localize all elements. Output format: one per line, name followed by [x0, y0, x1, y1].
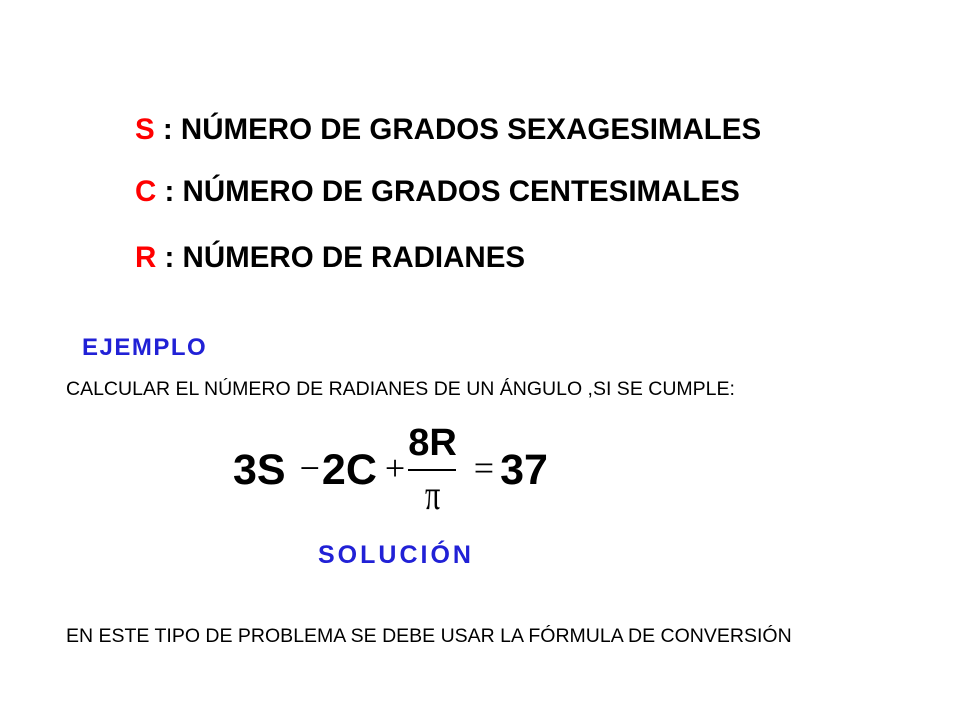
fraction	[408, 421, 457, 519]
equation-result: 37	[500, 445, 548, 494]
definition-symbol: S	[135, 113, 155, 146]
equation	[233, 420, 548, 520]
solution-heading: SOLUCIÓN	[318, 541, 474, 569]
minus-operator: −	[299, 448, 320, 488]
definition-c	[135, 177, 740, 207]
definition-symbol: C	[135, 175, 157, 208]
definition-text: : NÚMERO DE RADIANES	[164, 241, 526, 274]
definition-s	[135, 115, 761, 145]
equals-operator: =	[473, 448, 495, 488]
equation-term-3s: 3S	[233, 445, 286, 494]
equation-term-2c: 2C	[321, 445, 377, 494]
example-statement: CALCULAR EL NÚMERO DE RADIANES DE UN ÁNGULO ,SI SE CUMPLE:	[66, 378, 735, 400]
plus-operator: +	[384, 448, 406, 488]
definition-r	[135, 243, 525, 273]
solution-note: EN ESTE TIPO DE PROBLEMA SE DEBE USAR LA FÓRMULA DE CONVERSIÓN	[66, 625, 792, 647]
fraction-denominator: π	[424, 472, 441, 519]
definition-text: : NÚMERO DE GRADOS SEXAGESIMALES	[162, 113, 762, 146]
definition-text: : NÚMERO DE GRADOS CENTESIMALES	[164, 175, 740, 208]
example-heading: EJEMPLO	[82, 334, 208, 361]
definition-symbol: R	[135, 241, 157, 274]
fraction-numerator: 8R	[408, 421, 457, 464]
